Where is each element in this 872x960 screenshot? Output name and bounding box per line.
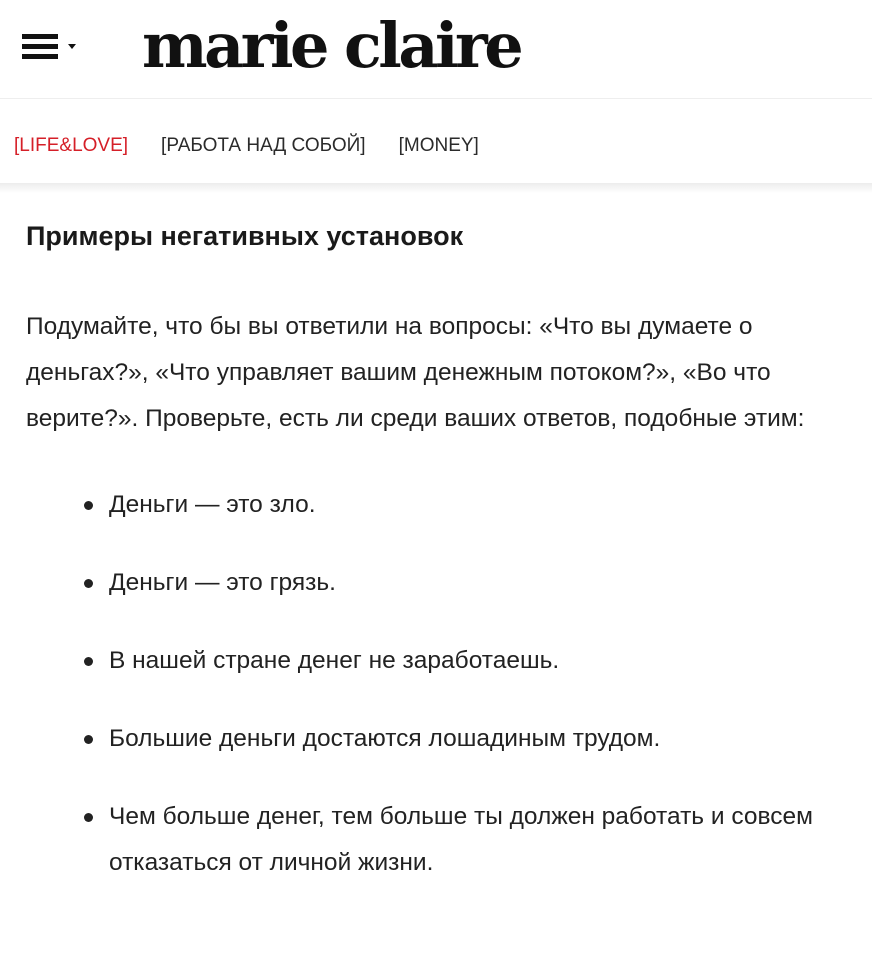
menu-button[interactable] [22, 30, 92, 64]
bullet-icon [84, 579, 93, 588]
list-item-text: Чем больше денег, тем больше ты должен работать и совсем отказаться от личной жизни. [109, 803, 813, 876]
list-item [26, 482, 829, 528]
tag-money[interactable]: [MONEY] [398, 135, 479, 156]
article-heading: Примеры негативных установок [26, 221, 464, 251]
caret-down-icon [68, 44, 76, 49]
list-item-text: Большие деньги достаются лошадиным трудом. [109, 725, 661, 752]
tag-rabota-nad-soboy[interactable]: [РАБОТА НАД СОБОЙ] [161, 135, 366, 156]
bullet-icon [84, 501, 93, 510]
tag-life-love[interactable]: [LIFE&LOVE] [14, 135, 129, 156]
tag-nav [14, 126, 512, 166]
tag-nav-divider [0, 183, 872, 193]
list-item-text: В нашей стране денег не заработаешь. [109, 647, 560, 674]
list-item [26, 638, 829, 684]
bullet-icon [84, 813, 93, 822]
article-body [26, 210, 846, 918]
header-divider [0, 98, 872, 99]
bullet-icon [84, 735, 93, 744]
bullet-icon [84, 657, 93, 666]
list-item-text: Деньги — это грязь. [109, 569, 336, 596]
bullet-list [26, 482, 846, 886]
list-item [26, 560, 829, 606]
site-header [0, 0, 872, 98]
list-item-text: Деньги — это зло. [109, 491, 316, 518]
list-item [26, 794, 829, 886]
list-item [26, 716, 829, 762]
site-logo[interactable]: marie claire [142, 9, 521, 82]
article-paragraph: Подумайте, что бы вы ответили на вопросы: «Что вы думаете о деньгах?», «Что управляет вашим денежным потоком?», «Во что верите?». Проверьте, есть ли среди ваших ответов, подобные этим: [26, 313, 805, 432]
hamburger-icon [22, 34, 58, 58]
